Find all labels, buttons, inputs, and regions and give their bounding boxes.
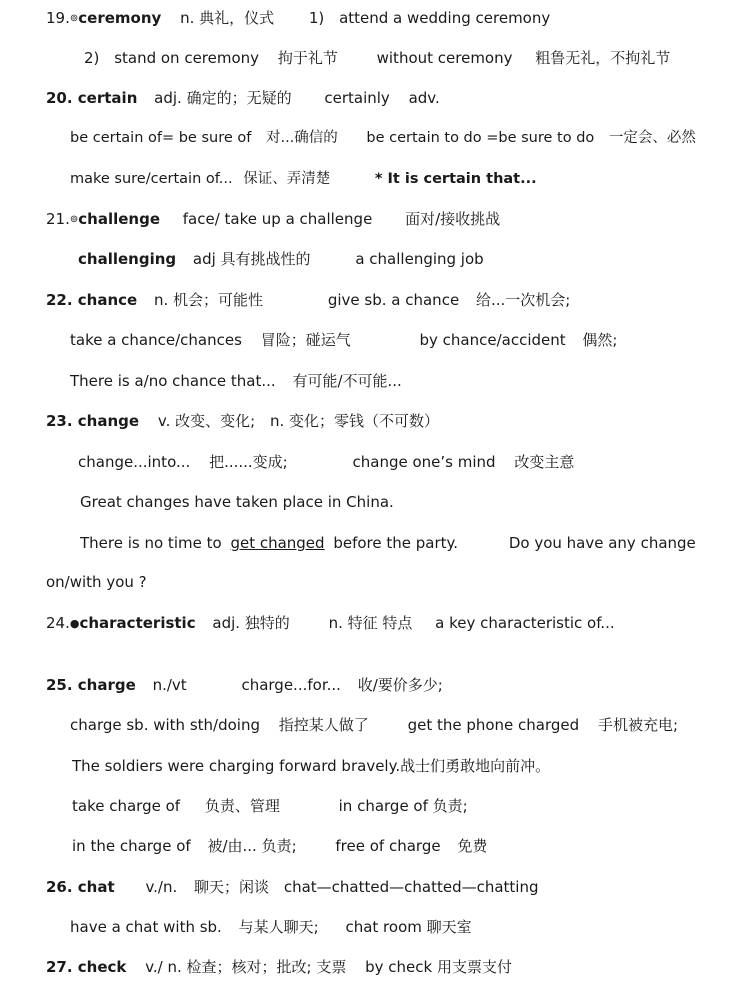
translation: 面对/接收挑战 [405, 210, 501, 228]
phrase: have a chat with sb. [70, 918, 222, 936]
entry-certain [46, 88, 440, 108]
certain-phrases [70, 128, 696, 148]
phrase: make sure/certain of... [70, 171, 233, 187]
example-sentence: Great changes have taken place in China. [80, 493, 394, 511]
phrase: chat room 聊天室 [345, 918, 472, 936]
charge-phrases [70, 715, 678, 735]
translation: 冒险；碰运气 [260, 331, 351, 349]
charge-phrases-2 [72, 796, 468, 816]
phrase: be certain of= be sure of [70, 130, 252, 146]
phrase: free of charge [335, 837, 441, 855]
phrase: charge...for... [241, 676, 341, 694]
translation: 粗鲁无礼，不拘礼节 [535, 49, 671, 67]
headword: ceremony [78, 9, 162, 27]
certain-phrases-2 [70, 169, 537, 189]
translation: 与某人聊天; [238, 918, 319, 936]
example-sentence: The soldiers were charging forward bravely.战士们勇敢地向前冲。 [72, 757, 551, 775]
chat-phrases [70, 917, 472, 937]
chance-phrases-2 [70, 371, 402, 391]
phrase: take a chance/chances [70, 331, 242, 349]
entry-chat [46, 877, 539, 897]
translation: 把......变成; [209, 453, 288, 471]
translation: 对...确信的 [265, 130, 338, 146]
part-of-speech: adv. [408, 89, 440, 107]
definition: adj. 独特的 [212, 614, 290, 632]
translation: 免费 [457, 837, 488, 855]
definition: n. 典礼，仪式 [180, 9, 275, 27]
translation: 一定会、必然 [608, 130, 696, 146]
phrase: change...into... [78, 453, 191, 471]
part-of-speech: n./vt [152, 676, 187, 694]
sense-number: 1) [308, 9, 325, 27]
charge-example [72, 756, 550, 776]
translation: 收/要价多少; [357, 676, 443, 694]
change-phrases [78, 452, 574, 472]
headword: 27. check [46, 958, 127, 976]
phrase: be certain to do =be sure to do [366, 130, 595, 146]
key-sentence: * It is certain that... [374, 171, 537, 187]
definition: 聊天；闲谈 [194, 878, 270, 896]
translation: 手机被充电; [597, 716, 679, 734]
phrase: give sb. a chance [327, 291, 460, 309]
phrase: certainly [324, 89, 390, 107]
entry-charge [46, 675, 443, 695]
headword: 22. chance [46, 291, 138, 309]
phrase: in the charge of [72, 837, 191, 855]
translation: 拘于礼节 [277, 49, 338, 67]
definition: n. 变化；零钱（不可数） [269, 412, 439, 430]
example-sentence: There is no time to [80, 534, 222, 552]
entry-challenge [46, 209, 500, 229]
headword: 25. charge [46, 676, 136, 694]
entry-number: 19. [46, 9, 70, 27]
headword: 23. change [46, 412, 140, 430]
definition: adj. 确定的；无疑的 [154, 89, 292, 107]
challenging-line [78, 249, 484, 269]
entry-ceremony [46, 8, 550, 28]
translation: 改变主意 [514, 453, 575, 471]
translation: 被/由... 负责; [207, 837, 297, 855]
phrase: face/ take up a challenge [182, 210, 373, 228]
definition: adj 具有挑战性的 [192, 250, 311, 268]
chance-phrases [70, 330, 617, 350]
change-example-2 [80, 533, 696, 553]
charge-phrases-3 [72, 836, 487, 856]
definition: n. 特征 特点 [328, 614, 413, 632]
phrase: stand on ceremony [114, 49, 260, 67]
phrase: take charge of [72, 797, 181, 815]
headword: challenge [78, 210, 160, 228]
phrase: without ceremony [376, 49, 513, 67]
phrase: charge sb. with sth/doing [70, 716, 260, 734]
definition: v. 改变、变化; [157, 412, 256, 430]
headword: characteristic [79, 614, 196, 632]
entry-chance [46, 290, 570, 310]
translation: 偶然; [582, 331, 618, 349]
phrase: get the phone charged [407, 716, 580, 734]
headword: 20. certain [46, 89, 138, 107]
important-mark: ● [69, 617, 80, 630]
example-sentence: before the party. [333, 534, 459, 552]
translation: 给...一次机会; [475, 291, 571, 309]
entry-check [46, 957, 512, 977]
entry-change [46, 411, 439, 431]
ceremony-phrases [84, 48, 670, 68]
entry-number: 24. [46, 614, 70, 632]
part-of-speech: v./n. [145, 878, 178, 896]
phrase: a key characteristic of... [435, 614, 615, 632]
translation: 指控某人做了 [278, 716, 369, 734]
headword: 26. chat [46, 878, 115, 896]
definition: n. 机会；可能性 [154, 291, 264, 309]
phrase: by chance/accident [419, 331, 566, 349]
phrase: There is a/no chance that... [70, 372, 276, 390]
important-mark: ⊚ [69, 214, 79, 225]
example-sentence: on/with you ? [46, 573, 147, 591]
headword: challenging [78, 250, 177, 268]
definition: v./ n. 检查；核对；批改; 支票 [145, 958, 347, 976]
entry-characteristic [46, 613, 615, 633]
translation: 负责、管理 [204, 797, 280, 815]
sense-number: 2) [84, 49, 100, 67]
translation: 有可能/不可能... [292, 372, 402, 390]
change-example [80, 492, 394, 512]
example-sentence: Do you have any change [508, 534, 696, 552]
phrase: a challenging job [355, 250, 484, 268]
underlined-phrase: get changed [230, 534, 325, 552]
phrase: change one’s mind [352, 453, 496, 471]
translation: 保证、弄清楚 [243, 171, 331, 187]
phrase: in charge of 负责; [338, 797, 468, 815]
phrase: attend a wedding ceremony [339, 9, 551, 27]
important-mark: ⊚ [69, 13, 79, 24]
change-example-cont [46, 572, 147, 592]
verb-forms: chat—chatted—chatted—chatting [283, 878, 539, 896]
phrase: by check 用支票支付 [365, 958, 512, 976]
entry-number: 21. [46, 210, 70, 228]
